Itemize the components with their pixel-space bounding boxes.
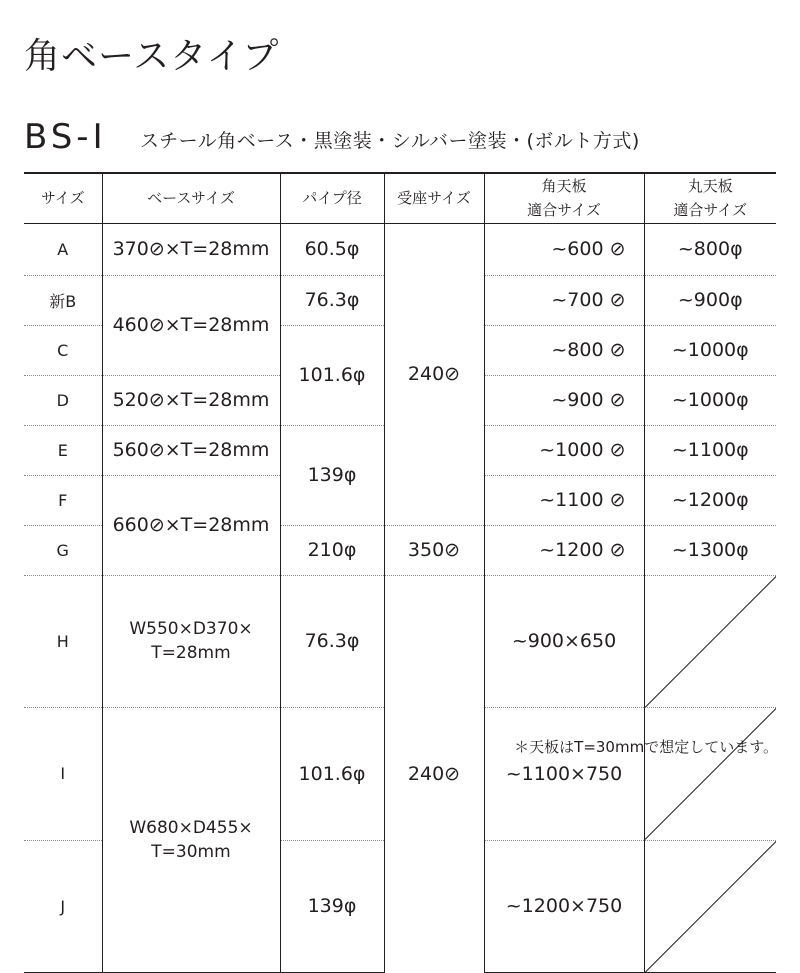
header-round-top-line1: 丸天板 bbox=[687, 177, 733, 196]
size-cell: D bbox=[24, 375, 102, 425]
square-top-cell: ~900×650 bbox=[484, 575, 644, 708]
square-top-cell: ~1000 ⊘ bbox=[484, 425, 644, 475]
round-top-cell: ~800φ bbox=[644, 223, 776, 275]
diagonal-slash bbox=[645, 576, 777, 708]
round-top-empty-cell bbox=[644, 708, 776, 841]
diagonal-slash bbox=[645, 841, 777, 973]
size-cell: 新B bbox=[24, 275, 102, 325]
table-row bbox=[24, 223, 776, 275]
table-row bbox=[24, 575, 776, 708]
diagonal-slash bbox=[645, 708, 777, 840]
seat-cell: 240⊘ bbox=[384, 575, 484, 973]
square-top-cell: ~1100×750 bbox=[484, 708, 644, 841]
round-top-cell: ~1200φ bbox=[644, 475, 776, 525]
size-cell: G bbox=[24, 525, 102, 575]
round-top-cell: ~900φ bbox=[644, 275, 776, 325]
base-size-line1: W680×D455× bbox=[129, 818, 253, 838]
pipe-cell: 139φ bbox=[280, 425, 384, 525]
seat-cell: 350⊘ bbox=[384, 525, 484, 575]
header-size: サイズ bbox=[24, 173, 102, 223]
header-seat-size: 受座サイズ bbox=[384, 173, 484, 223]
size-cell: H bbox=[24, 575, 102, 708]
pipe-cell: 101.6φ bbox=[280, 708, 384, 841]
header-pipe-diameter: パイプ径 bbox=[280, 173, 384, 223]
header-square-top bbox=[484, 173, 644, 223]
pipe-cell: 60.5φ bbox=[280, 223, 384, 275]
base-size-cell bbox=[102, 708, 280, 973]
square-top-cell: ~700 ⊘ bbox=[484, 275, 644, 325]
base-size-line1: W550×D370× bbox=[129, 619, 253, 640]
model-name: BS-I bbox=[24, 117, 107, 157]
pipe-cell: 210φ bbox=[280, 525, 384, 575]
size-cell: C bbox=[24, 325, 102, 375]
size-cell: F bbox=[24, 475, 102, 525]
header-square-top-line2: 適合サイズ bbox=[527, 201, 601, 220]
base-size-cell: 370⊘×T=28mm bbox=[102, 223, 280, 275]
round-top-cell: ~1000φ bbox=[644, 325, 776, 375]
pipe-cell: 76.3φ bbox=[280, 575, 384, 708]
header-base-size: ベースサイズ bbox=[102, 173, 280, 223]
header-round-top-line2: 適合サイズ bbox=[673, 201, 748, 220]
footnote: ＊天板はT=30mmで想定しています。 bbox=[514, 738, 778, 756]
size-cell: E bbox=[24, 425, 102, 475]
base-size-cell: 660⊘×T=28mm bbox=[102, 475, 280, 575]
size-cell: I bbox=[24, 708, 102, 841]
table-header-row bbox=[24, 173, 776, 223]
pipe-cell: 101.6φ bbox=[280, 325, 384, 425]
base-size-cell: 560⊘×T=28mm bbox=[102, 425, 280, 475]
base-size-cell: 460⊘×T=28mm bbox=[102, 275, 280, 375]
header-square-top-line1: 角天板 bbox=[541, 177, 587, 196]
square-top-cell: ~1100 ⊘ bbox=[484, 475, 644, 525]
round-top-empty-cell bbox=[644, 575, 776, 708]
square-top-cell: ~800 ⊘ bbox=[484, 325, 644, 375]
round-top-cell: ~1300φ bbox=[644, 525, 776, 575]
base-size-cell bbox=[102, 575, 280, 708]
spec-table bbox=[24, 172, 776, 973]
square-top-cell: ~1200×750 bbox=[484, 840, 644, 973]
pipe-cell: 76.3φ bbox=[280, 275, 384, 325]
size-cell: J bbox=[24, 840, 102, 973]
base-size-line2: T=30mm bbox=[151, 842, 231, 862]
round-top-empty-cell bbox=[644, 840, 776, 973]
pipe-cell: 139φ bbox=[280, 840, 384, 973]
square-top-cell: ~600 ⊘ bbox=[484, 223, 644, 275]
round-top-cell: ~1100φ bbox=[644, 425, 776, 475]
square-top-cell: ~900 ⊘ bbox=[484, 375, 644, 425]
header-round-top bbox=[644, 173, 776, 223]
square-top-cell: ~1200 ⊘ bbox=[484, 525, 644, 575]
page-title: 角ベースタイプ bbox=[24, 36, 280, 77]
seat-cell: 240⊘ bbox=[384, 223, 484, 525]
size-cell: A bbox=[24, 223, 102, 275]
model-subtitle: スチール角ベース・黒塗装・シルバー塗装・(ボルト方式) bbox=[140, 130, 640, 152]
base-size-line2: T=28mm bbox=[151, 643, 231, 664]
round-top-cell: ~1000φ bbox=[644, 375, 776, 425]
base-size-cell: 520⊘×T=28mm bbox=[102, 375, 280, 425]
